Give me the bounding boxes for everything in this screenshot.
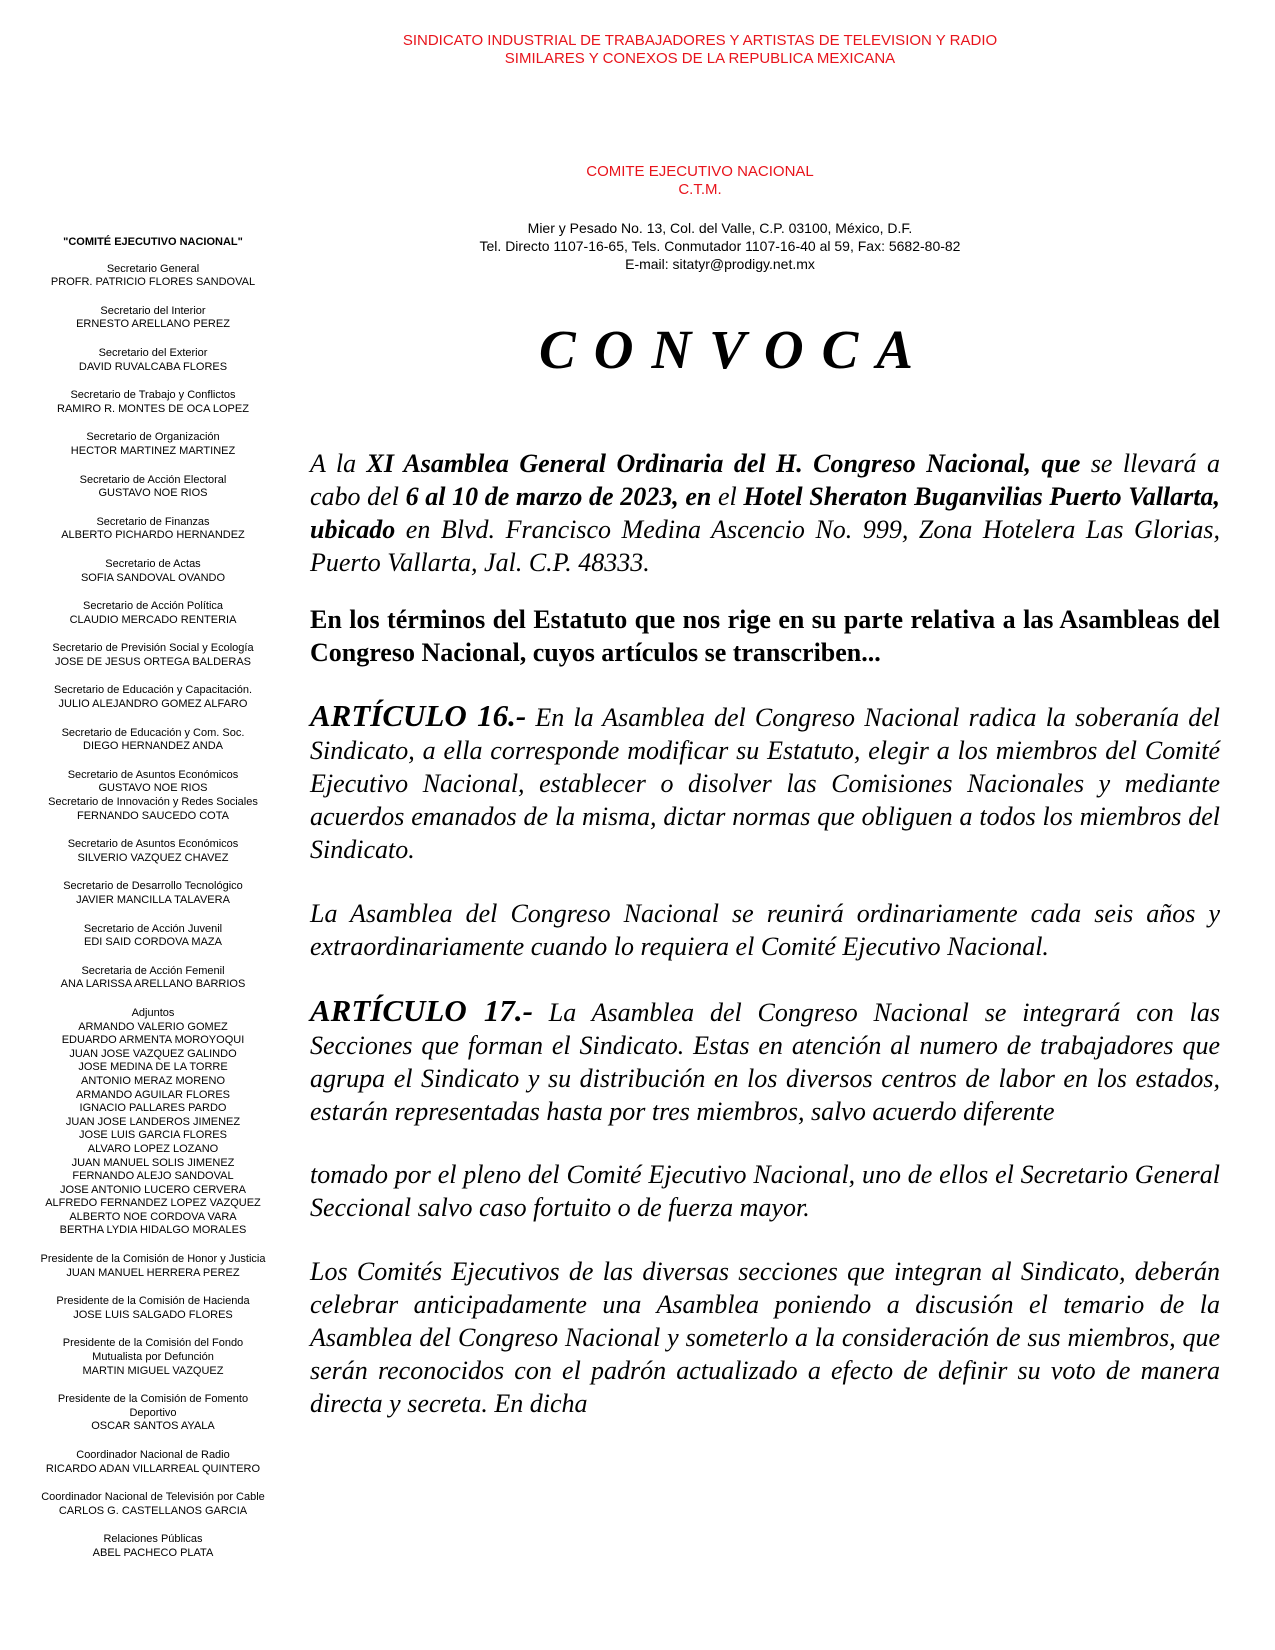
committee-letterhead — [300, 163, 1100, 199]
adjuntos-block — [18, 1007, 288, 1238]
asamblea-paragraph: La Asamblea del Congreso Nacional se reunirá ordinariamente cada seis años y extraordinariamente cuando lo requiera el Comité Ejecutivo Nacional. — [310, 899, 1220, 961]
commission-title-cont: Deportivo — [129, 1406, 177, 1419]
member-name: SOFIA SANDOVAL OVANDO — [80, 571, 226, 584]
adjunto-name: JUAN JOSE LANDEROS JIMENEZ — [65, 1115, 241, 1128]
intro-text: A la — [310, 449, 367, 478]
member-title: Secretario de Finanzas — [96, 515, 210, 528]
member-name: JOSE DE JESUS ORTEGA BALDERAS — [54, 655, 252, 668]
member-entry — [18, 769, 288, 796]
member-title: Secretario de Actas — [105, 557, 201, 570]
commission-entry — [18, 1337, 288, 1378]
comites-paragraph: Los Comités Ejecutivos de las diversas secciones que integran al Sindicato, deberán celebrar anticipadamente una Asamblea poniendo a discusión el temario de la Asamblea del Congreso Nacional y someterlo a la consideración de sus miembros, que serán reconocidos con el padrón actualizado a efecto de definir su voto de manera directa y secreta. En dicha — [310, 1257, 1220, 1418]
commission-title: Coordinador Nacional de Radio — [76, 1449, 230, 1461]
member-name: PROFR. PATRICIO FLORES SANDOVAL — [50, 276, 256, 289]
member-title: Secretario de Desarrollo Tecnológico — [63, 880, 243, 893]
tomado-paragraph: tomado por el pleno del Comité Ejecutivo Nacional, uno de ellos el Secretario General Seccional salvo caso fortuito o de fuerza mayor. — [310, 1160, 1220, 1222]
adjunto-name: JOSE LUIS GARCIA FLORES — [79, 1129, 227, 1142]
member-title: Secretario de Innovación y Redes Sociales — [48, 796, 258, 809]
adjunto-name: ALFREDO FERNANDEZ LOPEZ VAZQUEZ — [45, 1197, 261, 1210]
union-name-line2: SIMILARES Y CONEXOS DE LA REPUBLICA MEXICANA — [504, 50, 896, 67]
member-title: Secretario de Organización — [86, 431, 220, 444]
member-name: ALBERTO PICHARDO HERNANDEZ — [61, 529, 245, 542]
commission-title: Presidente de la Comisión de Fomento — [57, 1393, 249, 1406]
member-name: GUSTAVO NOE RIOS — [98, 782, 208, 795]
adjunto-name: ARMANDO AGUILAR FLORES — [75, 1088, 231, 1101]
adjunto-name: IGNACIO PALLARES PARDO — [79, 1102, 227, 1115]
sidebar-heading: "COMITÉ EJECUTIVO NACIONAL" — [63, 236, 243, 248]
member-entry — [18, 838, 288, 865]
union-letterhead — [300, 32, 1100, 68]
terms-paragraph: En los términos del Estatuto que nos rige en su parte relativa a las Asambleas del Congreso Nacional, cuyos artículos se transcriben... — [310, 605, 1220, 667]
member-entry — [18, 305, 288, 332]
commission-title-cont: Mutualista por Defunción — [92, 1351, 214, 1364]
member-entry — [18, 431, 288, 458]
adjunto-name: ALBERTO NOE CORDOVA VARA — [69, 1210, 237, 1223]
adjuntos-title: Adjuntos — [131, 1006, 175, 1019]
member-entry — [18, 880, 288, 907]
email-line: E-mail: sitatyr@prodigy.net.mx — [625, 256, 815, 272]
member-title: Secretario General — [106, 262, 200, 275]
intro-paragraph — [310, 447, 1220, 579]
commission-entry — [18, 1253, 288, 1280]
member-title: Secretario de Asuntos Económicos — [67, 838, 239, 851]
member-name: DIEGO HERNANDEZ ANDA — [83, 740, 223, 753]
member-name: EDI SAID CORDOVA MAZA — [84, 936, 222, 949]
phone-line: Tel. Directo 1107-16-65, Tels. Conmutador 1107-16-40 al 59, Fax: 5682-80-82 — [479, 238, 961, 254]
commission-name: ABEL PACHECO PLATA — [92, 1546, 214, 1559]
intro-bold-text: XI Asamblea General Ordinaria del H. Congreso Nacional, que — [366, 449, 1081, 478]
member-entry — [18, 727, 288, 754]
adjunto-name: BERTHA LYDIA HIDALGO MORALES — [59, 1224, 247, 1237]
adjunto-name: JUAN MANUEL SOLIS JIMENEZ — [71, 1156, 235, 1169]
member-title: Secretario de Acción Electoral — [79, 473, 227, 486]
committee-affiliation: C.T.M. — [678, 181, 722, 198]
article-17-paragraph — [310, 994, 1220, 1128]
member-entry — [18, 600, 288, 627]
member-entry — [18, 474, 288, 501]
member-name: GUSTAVO NOE RIOS — [98, 487, 208, 500]
adjunto-name: ARMANDO VALERIO GOMEZ — [78, 1020, 228, 1033]
member-title: Secretario de Asuntos Económicos — [67, 768, 239, 781]
commission-entry — [18, 1393, 288, 1434]
commission-entry — [18, 1491, 288, 1518]
member-title: Secretario de Previsión Social y Ecología — [52, 642, 254, 655]
commission-name: MARTIN MIGUEL VAZQUEZ — [82, 1364, 224, 1377]
member-title: Secretario de Acción Política — [82, 600, 224, 613]
article-16-text: En la Asamblea del Congreso Nacional radica la soberanía del Sindicato, a ella corresponde modificar su Estatuto, elegir a los miembros del Comité Ejecutivo Nacional, establecer o disolver las Comisiones Nacionales y mediante acuerdos emanados de la misma, dictar normas que obliguen a todos los miembros del Sindicato. — [310, 703, 1220, 864]
intro-bold-text: 6 al 10 de marzo de 2023, en — [405, 482, 712, 511]
member-title: Secretario de Trabajo y Conflictos — [70, 389, 236, 402]
document-body — [310, 447, 1220, 1420]
article-17-label: ARTÍCULO 17.- — [310, 993, 533, 1028]
article-17-text: La Asamblea del Congreso Nacional se integrará con las Secciones que forman el Sindicato. Estas en atención al numero de trabajadores que agrupa el Sindicato y su distribución en los diversos centros de labor en los estados, estarán representadas hasta por tres miembros, salvo acuerdo diferente — [310, 998, 1220, 1126]
commission-entry — [18, 1533, 288, 1560]
address-line: Mier y Pesado No. 13, Col. del Valle, C.P. 03100, México, D.F. — [527, 220, 913, 236]
adjunto-name: JOSE ANTONIO LUCERO CERVERA — [59, 1183, 247, 1196]
commission-name: OSCAR SANTOS AYALA — [91, 1420, 215, 1433]
commission-entry — [18, 1449, 288, 1476]
member-entry — [18, 965, 288, 992]
intro-bold-text: Hotel Sheraton Buganvilias Puerto Vallarta, ubicado — [310, 482, 1220, 544]
member-entry — [18, 558, 288, 585]
intro-text: en Blvd. Francisco Medina Ascencio No. 999, Zona Hotelera Las Glorias, Puerto Vallarta, Jal. C.P. 48333. — [310, 515, 1220, 577]
member-entry — [18, 923, 288, 950]
member-title: Secretaria de Acción Femenil — [81, 964, 225, 977]
member-name: JAVIER MANCILLA TALAVERA — [76, 894, 230, 906]
intro-text: el — [711, 482, 744, 511]
intro-text: se llevará a cabo del — [310, 449, 1221, 511]
member-name: JULIO ALEJANDRO GOMEZ ALFARO — [58, 698, 248, 711]
commission-title: Presidente de la Comisión del Fondo — [62, 1337, 244, 1350]
member-title: Secretario de Educación y Capacitación. — [53, 684, 253, 697]
member-entry — [18, 263, 288, 290]
member-name: ERNESTO ARELLANO PEREZ — [76, 318, 230, 331]
member-entry — [18, 347, 288, 374]
member-entry — [18, 642, 288, 669]
commission-title: Presidente de la Comisión de Hacienda — [56, 1295, 250, 1308]
member-name: FERNANDO SAUCEDO COTA — [77, 809, 229, 822]
adjunto-name: JOSE MEDINA DE LA TORRE — [78, 1061, 228, 1074]
committee-sidebar — [18, 236, 288, 1576]
member-entry — [18, 389, 288, 416]
adjunto-name: ALVARO LOPEZ LOZANO — [87, 1142, 219, 1155]
member-name: RAMIRO R. MONTES DE OCA LOPEZ — [57, 402, 249, 415]
commission-title: Coordinador Nacional de Televisión por Cable — [41, 1491, 265, 1504]
commission-name: RICARDO ADAN VILLARREAL QUINTERO — [45, 1462, 261, 1475]
member-title: Secretario de Acción Juvenil — [83, 922, 223, 935]
adjunto-name: JUAN JOSE VAZQUEZ GALINDO — [69, 1047, 237, 1060]
member-name: HECTOR MARTINEZ MARTINEZ — [70, 444, 236, 457]
member-title: Secretario de Educación y Com. Soc. — [61, 726, 245, 739]
commission-name: CARLOS G. CASTELLANOS GARCIA — [58, 1504, 248, 1517]
member-name: SILVERIO VAZQUEZ CHAVEZ — [77, 851, 229, 864]
member-title: Secretario del Interior — [100, 304, 206, 317]
member-name: DAVID RUVALCABA FLORES — [78, 360, 228, 373]
member-name: CLAUDIO MERCADO RENTERIA — [69, 613, 237, 626]
article-16-paragraph — [310, 699, 1220, 866]
commission-title: Presidente de la Comisión de Honor y Justicia — [40, 1253, 266, 1266]
commission-entry — [18, 1295, 288, 1322]
union-name-line1: SINDICATO INDUSTRIAL DE TRABAJADORES Y ARTISTAS DE TELEVISION Y RADIO — [402, 32, 998, 49]
document-title: CONVOCA — [539, 319, 931, 380]
member-entry — [18, 684, 288, 711]
commission-name: JUAN MANUEL HERRERA PEREZ — [66, 1266, 240, 1279]
member-entry — [18, 796, 288, 823]
member-name: ANA LARISSA ARELLANO BARRIOS — [60, 978, 246, 991]
adjunto-name: EDUARDO ARMENTA MOROYOQUI — [61, 1034, 245, 1047]
contact-info — [420, 219, 1020, 273]
commission-name: JOSE LUIS SALGADO FLORES — [73, 1308, 233, 1321]
article-16-label: ARTÍCULO 16.- — [310, 698, 527, 733]
member-entry — [18, 516, 288, 543]
adjunto-name: ANTONIO MERAZ MORENO — [80, 1074, 226, 1087]
committee-name: COMITE EJECUTIVO NACIONAL — [586, 163, 814, 180]
commission-title: Relaciones Públicas — [103, 1533, 203, 1546]
adjunto-name: FERNANDO ALEJO SANDOVAL — [72, 1170, 234, 1183]
member-title: Secretario del Exterior — [98, 346, 208, 359]
